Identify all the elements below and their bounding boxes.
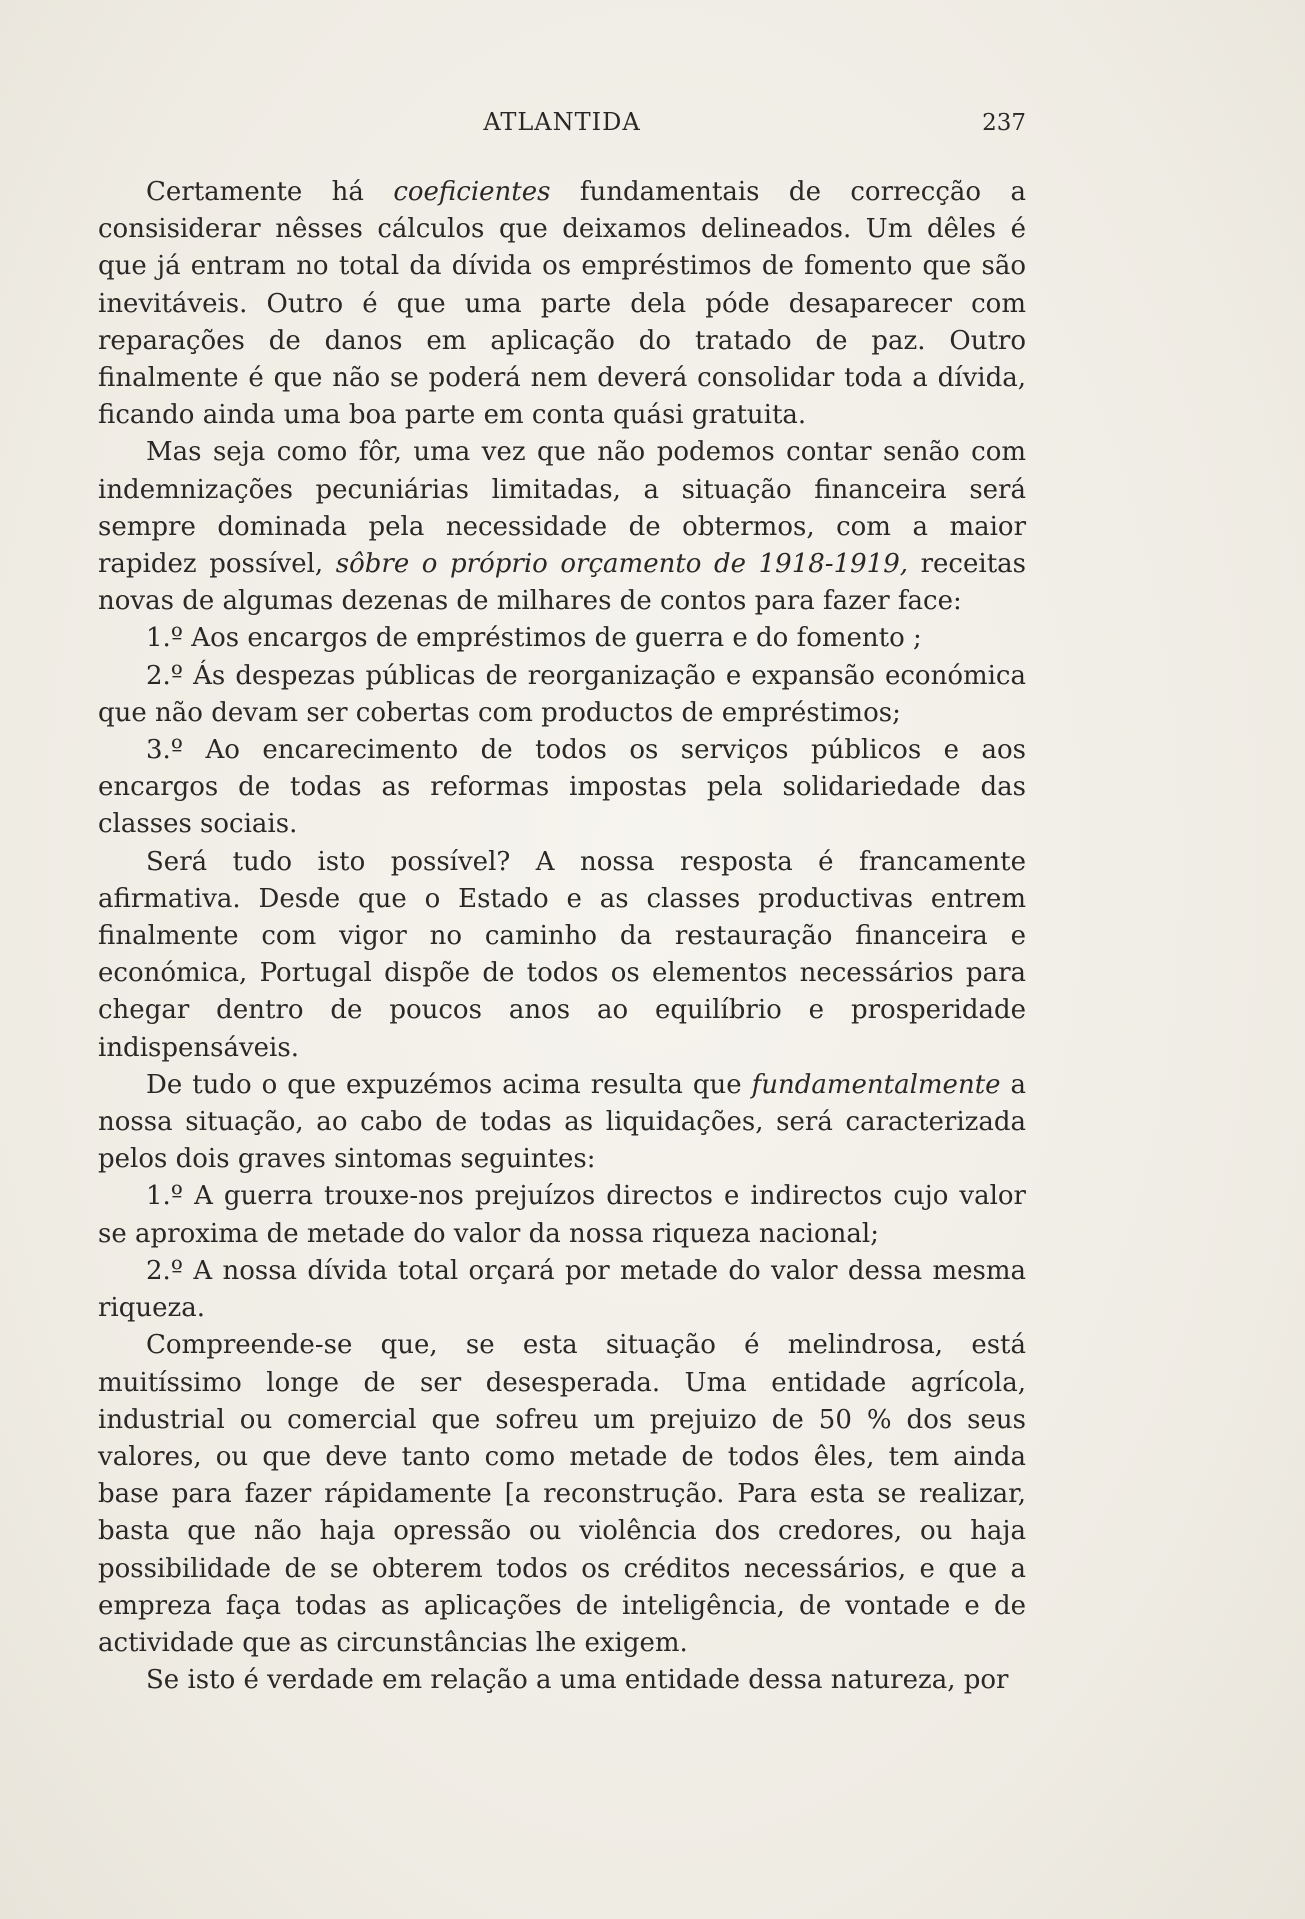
paragraph-text: Certamente há	[146, 177, 394, 207]
paragraph-text: De tudo o que expuzémos acima resulta que	[146, 1069, 752, 1100]
paragraph	[98, 434, 1026, 620]
paragraph: Se isto é verdade em relação a uma entidade dessa natureza, por	[146, 1665, 1009, 1696]
list-item: 1.º Aos encargos de empréstimos de guerra e do fomento ;	[146, 623, 922, 654]
paragraph: Compreende-se que, se esta situação é melindrosa, está muitíssimo longe de ser desesperada. Uma entidade agrícola, industrial ou comercial que sofreu um prejuizo de 50 % dos seus valores, ou que deve tanto como metade de todos êles, tem ainda base para fazer rápidamente [a reconstrução. Para esta se realizar, basta que não haja opressão ou violência dos credores, ou haja possibilidade de se obterem todos os créditos necessários, e que a empreza faça todas as aplicações de inteligência, de vontade e de actividade que as circunstâncias lhe exigem.	[98, 1330, 1026, 1658]
list-item: 3.º Ao encarecimento de todos os serviços públicos e aos encargos de todas as reformas impostas pela solidariedade das classes sociais.	[98, 735, 1026, 840]
page-header	[98, 108, 1026, 148]
page-number: 237	[982, 110, 1026, 136]
paragraph	[98, 174, 1026, 434]
paragraph-text: receitas novas de algumas dezenas de milhares de contos para fazer face:	[98, 549, 1026, 617]
emphasis-text: coeficientes	[393, 177, 551, 207]
list-item: 2.º Ás despezas públicas de reorganização e expansão económica que não devam ser cobertas com productos de empréstimos;	[98, 660, 1026, 728]
paragraph: Será tudo isto possível? A nossa resposta é francamente afirmativa. Desde que o Estado e as classes productivas entrem finalmente com vigor no caminho da restauração financeira e económica, Portugal dispõe de todos os elementos necessários para chegar dentro de poucos anos ao equilíbrio e prosperidade indispensáveis.	[98, 846, 1026, 1063]
body-text	[98, 174, 1026, 1699]
paragraph-text: Mas seja como fôr, uma vez que não podemos contar senão com indemnizações pecuniárias limitadas, a situação financeira será sempre dominada pela necessidade de obtermos, com a maior rapidez possível,	[98, 437, 1026, 580]
running-title: ATLANTIDA	[483, 108, 641, 136]
paragraph-text: fundamentais de correcção a consisiderar nêsses cálculos que deixamos delineados. Um dêles é que já entram no total da dívida os empréstimos de fomento que são inevitáveis. Outro é que uma parte dela póde desaparecer com reparações de danos em aplicação do tratado de paz. Outro finalmente é que não se poderá nem deverá consolidar toda a dívida, ficando ainda uma boa parte em conta quási gratuita.	[98, 177, 1026, 431]
emphasis-text: sôbre o próprio orçamento de 1918-1919,	[335, 549, 909, 580]
paragraph-text: a nossa situação, ao cabo de todas as liquidações, será caracterizada pelos dois graves sintomas seguintes:	[98, 1069, 1027, 1175]
emphasis-text: fundamentalmente	[751, 1069, 1001, 1100]
list-item: 1.º A guerra trouxe-nos prejuízos directos e indirectos cujo valor se aproxima de metade do valor da nossa riqueza nacional;	[98, 1181, 1026, 1249]
list-item: 2.º A nossa dívida total orçará por metade do valor dessa mesma riqueza.	[98, 1255, 1026, 1324]
paragraph	[98, 1067, 1026, 1179]
